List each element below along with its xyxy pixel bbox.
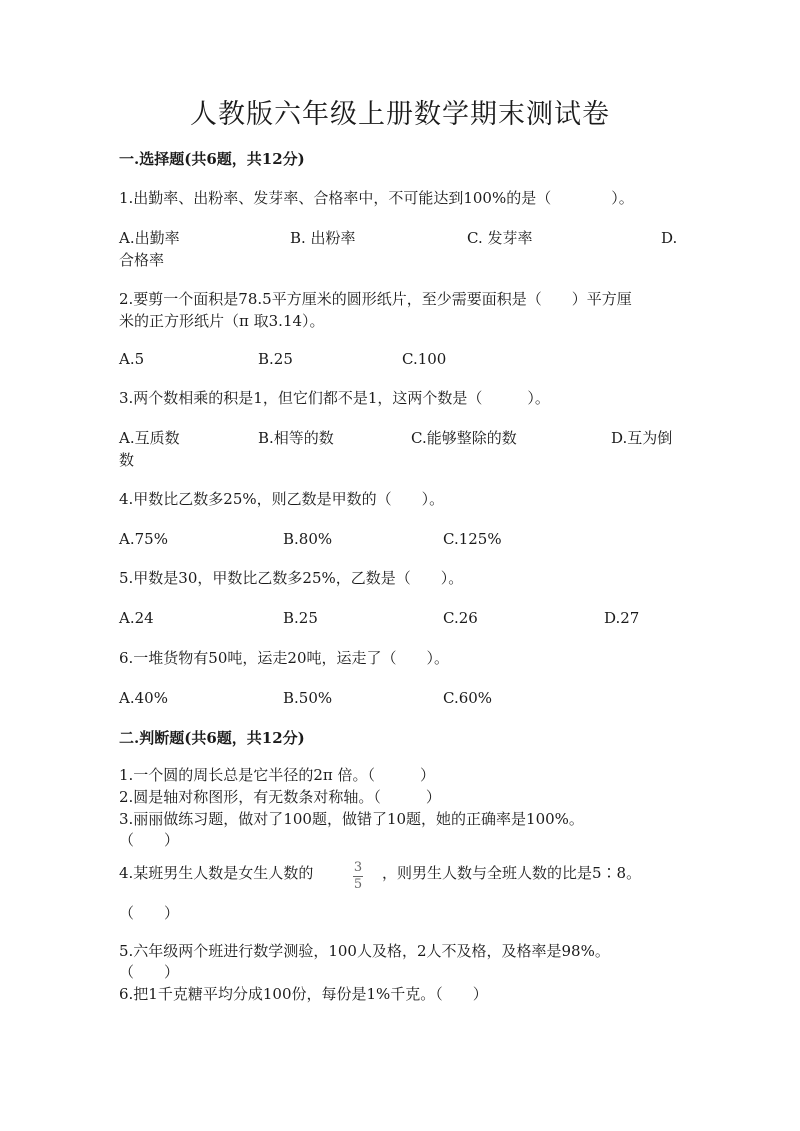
judgment-4-text-b: ，则男生人数与全班人数的比是5∶8。 <box>382 864 642 882</box>
q3-option-a: A.互质数 <box>119 429 180 447</box>
fraction-denominator: 5 <box>353 877 363 892</box>
q3-option-d: D.互为倒 <box>611 429 673 447</box>
q6-option-a: A.40% <box>119 689 168 707</box>
question-5: 5.甲数是30，甲数比乙数多25%，乙数是（ ）。 <box>119 569 464 587</box>
q2-option-a: A.5 <box>119 350 145 368</box>
q3-option-b: B.相等的数 <box>258 429 334 447</box>
section-heading-judgment: 二.判断题(共6题，共12分) <box>119 729 305 747</box>
question-3: 3.两个数相乘的积是1，但它们都不是1，这两个数是（ ）。 <box>119 389 550 407</box>
q2-option-c: C.100 <box>402 350 447 368</box>
judgment-1: 1.一个圆的周长总是它半径的2π 倍。（ ） <box>119 766 435 784</box>
judgment-6: 6.把1千克糖平均分成100份，每份是1%千克。（ ） <box>119 985 488 1003</box>
q5-option-c: C.26 <box>443 609 478 627</box>
q2-option-b: B.25 <box>258 350 293 368</box>
question-2-line1: 2.要剪一个面积是78.5平方厘米的圆形纸片，至少需要面积是（ ）平方厘 <box>119 290 632 308</box>
q1-option-a: A.出勤率 <box>119 229 180 247</box>
question-6: 6.一堆货物有50吨，运走20吨，运走了（ ）。 <box>119 649 449 667</box>
question-2-line2: 米的正方形纸片（π 取3.14）。 <box>119 312 325 330</box>
q4-option-c: C.125% <box>443 530 502 548</box>
page-title: 人教版六年级上册数学期末测试卷 <box>190 99 610 130</box>
q6-option-c: C.60% <box>443 689 493 707</box>
q1-option-d: D. <box>661 229 678 247</box>
judgment-5-line2: （ ） <box>119 963 180 981</box>
q5-option-d: D.27 <box>604 609 640 627</box>
fraction-three-fifths <box>353 856 363 892</box>
q1-option-b: B. 出粉率 <box>290 229 356 247</box>
question-4: 4.甲数比乙数多25%，则乙数是甲数的（ ）。 <box>119 490 445 508</box>
question-1: 1.出勤率、出粉率、发芽率、合格率中，不可能达到100%的是（ ）。 <box>119 189 634 207</box>
q5-option-b: B.25 <box>283 609 318 627</box>
q4-option-b: B.80% <box>283 530 333 548</box>
q3-option-d-wrap: 数 <box>119 451 135 469</box>
judgment-3-line1: 3.丽丽做练习题，做对了100题，做错了10题，她的正确率是100%。 <box>119 810 584 828</box>
q3-option-c: C.能够整除的数 <box>411 429 517 447</box>
q4-option-a: A.75% <box>119 530 168 548</box>
q6-option-b: B.50% <box>283 689 333 707</box>
q1-option-d-wrap: 合格率 <box>119 251 165 269</box>
judgment-4-line2: （ ） <box>119 904 180 922</box>
judgment-2: 2.圆是轴对称图形，有无数条对称轴。（ ） <box>119 788 441 806</box>
q1-option-c: C. 发芽率 <box>467 229 533 247</box>
section-heading-choice: 一.选择题(共6题，共12分) <box>119 150 305 168</box>
q5-option-a: A.24 <box>119 609 154 627</box>
fraction-numerator: 3 <box>353 860 363 875</box>
judgment-3-line2: （ ） <box>119 831 180 849</box>
judgment-4-text-a: 4.某班男生人数是女生人数的 <box>119 864 314 882</box>
judgment-5-line1: 5.六年级两个班进行数学测验，100人及格，2人不及格，及格率是98%。 <box>119 942 610 960</box>
